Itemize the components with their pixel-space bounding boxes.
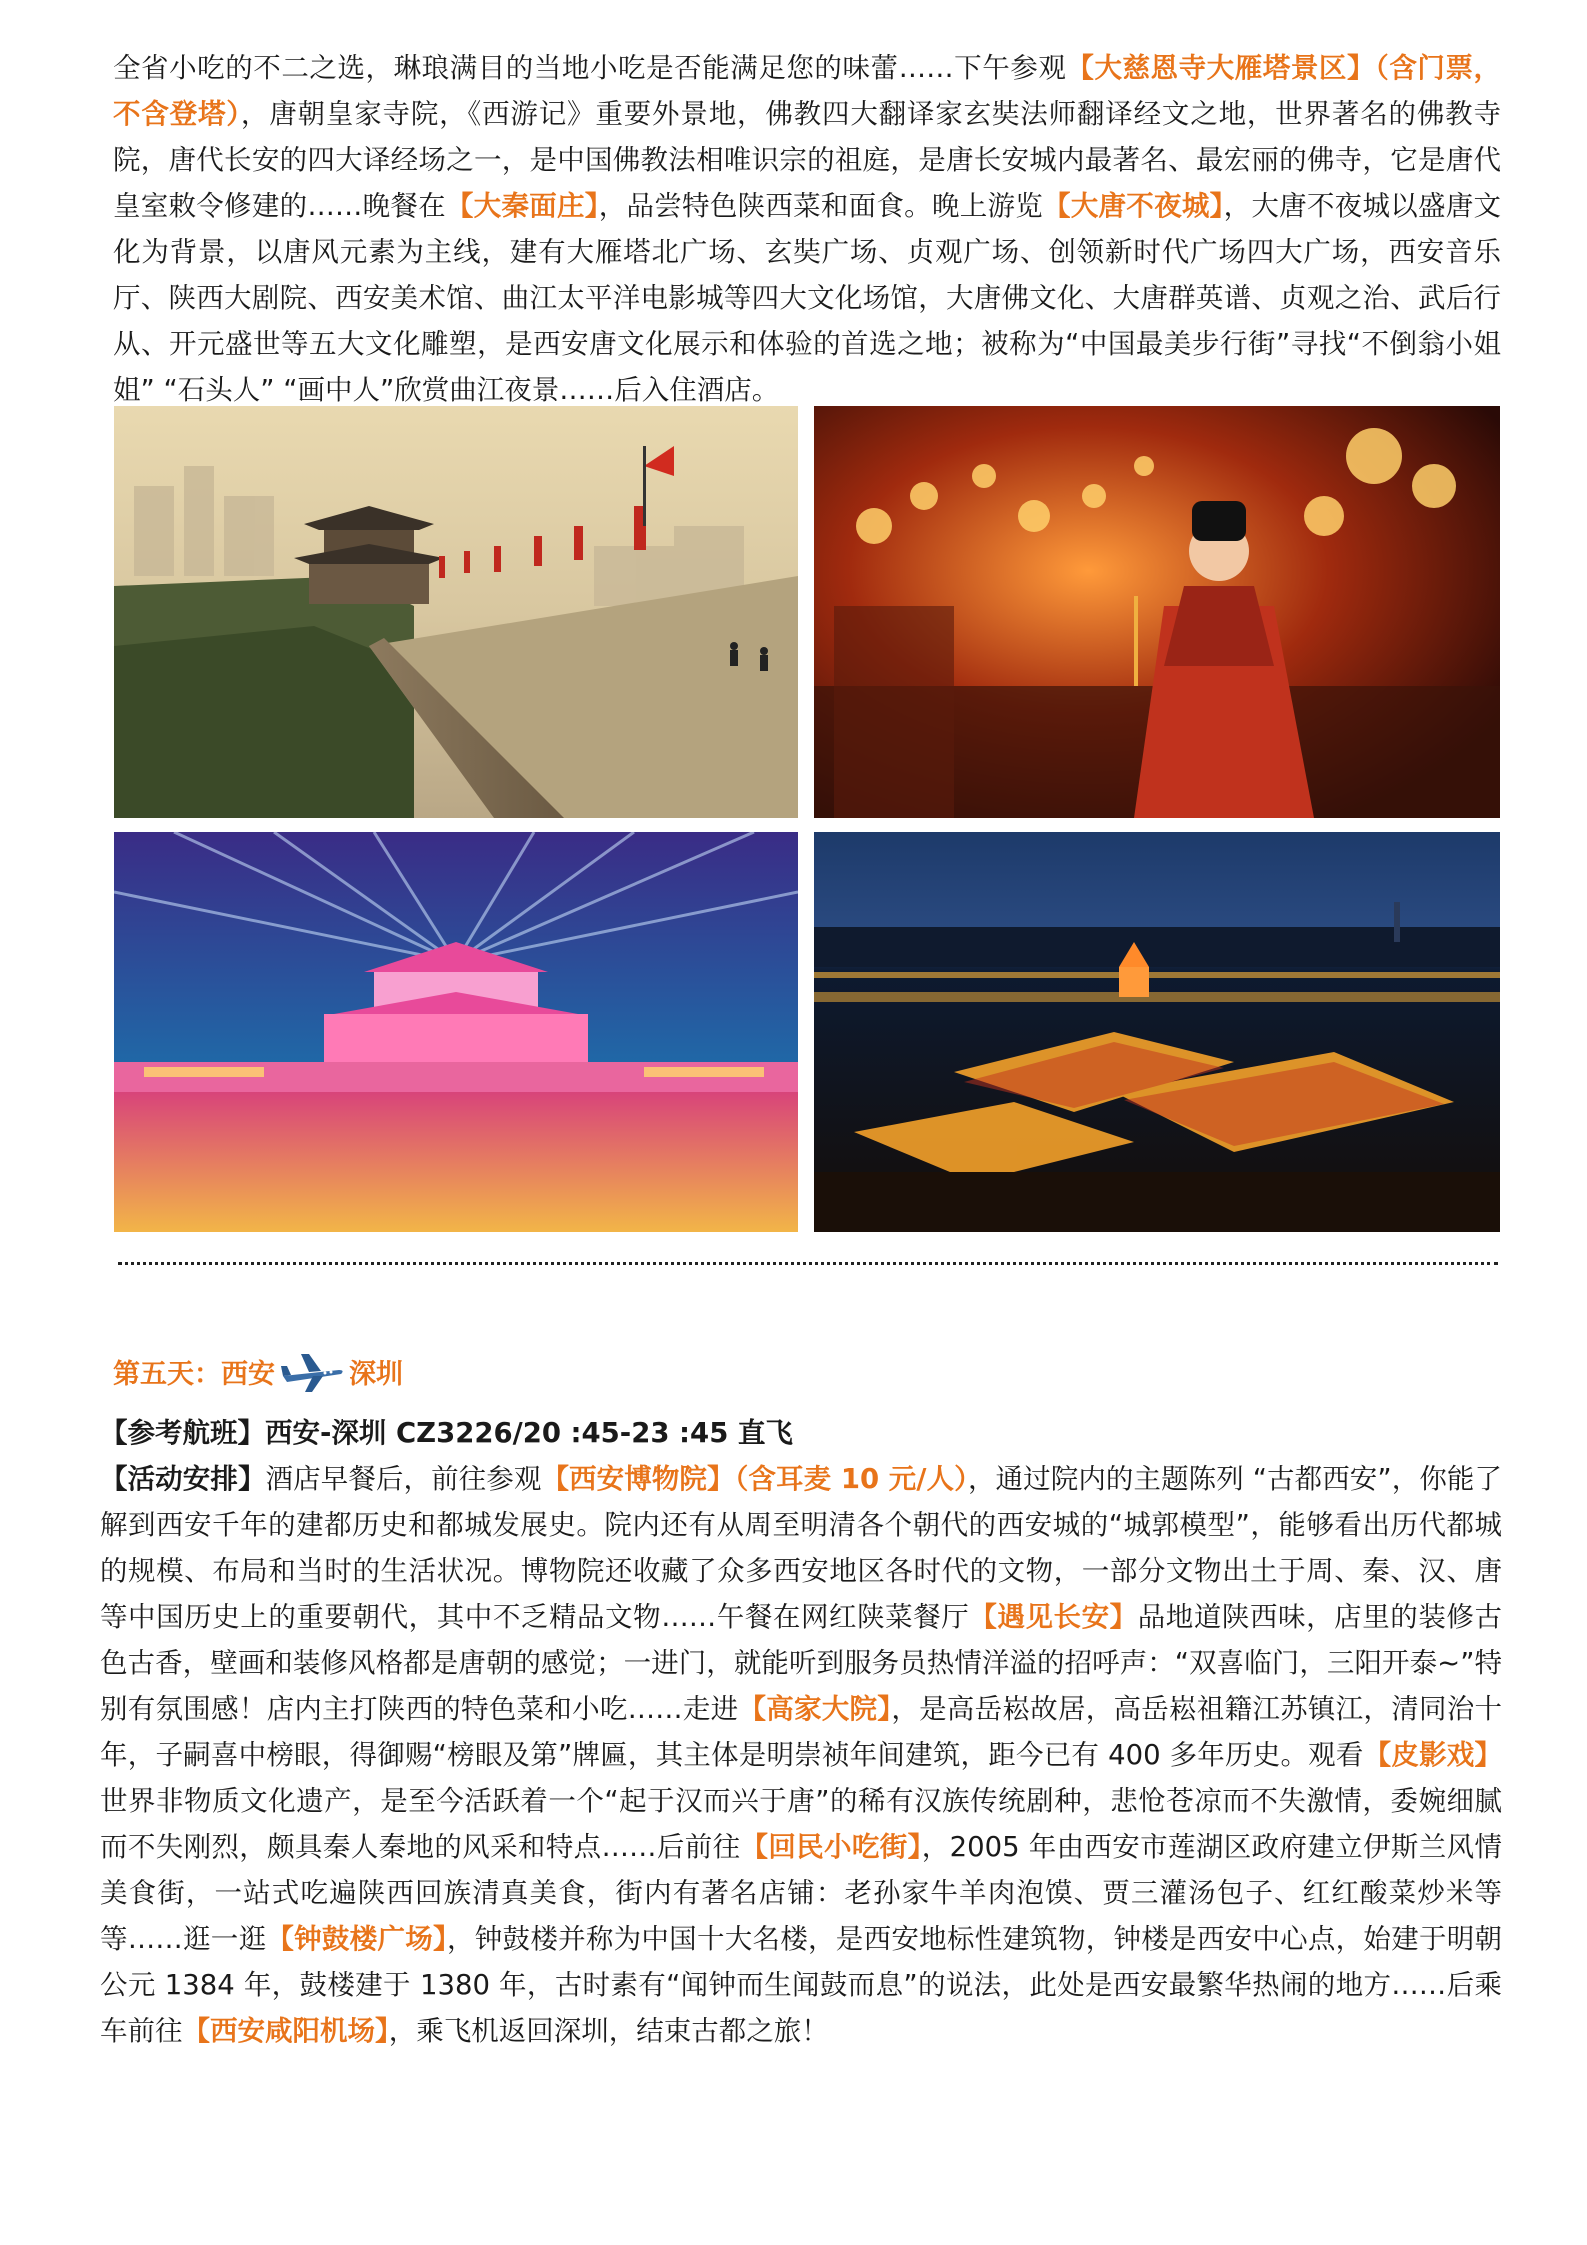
photo-light-show-gate bbox=[114, 832, 798, 1232]
text-segment: ，唐朝皇家寺院，《西游记》重要外景地，佛教四大翻译家玄奘法师翻译经文之地，世界著名的佛教寺院，唐代长安的四大译经场之一，是中国佛教法相唯识宗的祖庭，是唐长安城内最著名、最宏丽的佛寺，它是唐代皇室敕令修建的……晚餐在 bbox=[113, 98, 1502, 222]
photo-aerial-night-city bbox=[814, 832, 1500, 1232]
airplane-icon bbox=[279, 1348, 345, 1394]
highlight-gaojia-dayuan: 【高家大院】 bbox=[738, 1693, 892, 1725]
highlight-daqin-mianzhuang: 【大秦面庄】 bbox=[445, 190, 599, 222]
highlight-dayanta: 【大慈恩寺大雁塔景区】（含门票，不含登塔） bbox=[113, 52, 1501, 130]
text-segment: ，品尝特色陕西菜和面食。晚上游览 bbox=[598, 190, 1044, 222]
dotted-separator bbox=[118, 1262, 1498, 1265]
highlight-xianyang-airport: 【西安咸阳机场】 bbox=[182, 2015, 389, 2047]
highlight-datang-buyecheng: 【大唐不夜城】 bbox=[1043, 190, 1224, 222]
photo-tang-costume-child bbox=[814, 406, 1500, 818]
text-segment: ，是高岳崧故居，高岳崧祖籍江苏镇江，清同治十年，子嗣喜中榜眼，得御赐“榜眼及第”牌匾，其主体是明崇祯年间建筑，距今已有 400 多年历史。观看 bbox=[100, 1693, 1503, 1771]
highlight-yujian-changan: 【遇见长安】 bbox=[969, 1601, 1138, 1633]
highlight-muslim-street: 【回民小吃街】 bbox=[740, 1831, 922, 1863]
flight-label: 【参考航班】 bbox=[100, 1417, 265, 1449]
day4-afternoon-paragraph bbox=[113, 45, 1501, 413]
text-segment: 品地道陕西味，店里的装修古色古香，壁画和装修风格都是唐朝的感觉；一进门，就能听到服务员热情洋溢的招呼声：“双喜临门，三阳开泰~”特别有氛围感！店内主打陕西的特色菜和小吃……走进 bbox=[100, 1601, 1502, 1725]
text-segment: ，大唐不夜城以盛唐文化为背景，以唐风元素为主线，建有大雁塔北广场、玄奘广场、贞观广场、创领新时代广场四大广场，西安音乐厅、陕西大剧院、西安美术馆、曲江太平洋电影城等四大文化场馆，大唐佛文化、大唐群英谱、贞观之治、武后行从、开元盛世等五大文化雕塑，是西安唐文化展示和体验的首选之地；被称为“中国最美步行街”寻找“不倒翁小姐姐” “石头人” “画中人”欣赏曲江夜景……后入住酒店。 bbox=[113, 190, 1502, 406]
flight-line bbox=[100, 1410, 1500, 1456]
text-segment: ，2005 年由西安市莲湖区政府建立伊斯兰风情美食街，一站式吃遍陕西回族清真美食，街内有著名店铺：老孙家牛羊肉泡馍、贾三灌汤包子、红红酸菜炒米等等……逛一逛 bbox=[100, 1831, 1503, 1955]
text-segment: ，通过院内的主题陈列 “古都西安”，你能了解到西安千年的建都历史和都城发展史。院内还有从周至明清各个朝代的西安城的“城郭模型”，能够看出历代都城的规模、布局和当时的生活状况。博物院还收藏了众多西安地区各时代的文物，一部分文物出土于周、秦、汉、唐等中国历史上的重要朝代，其中不乏精品文物……午餐在网红陕菜餐厅 bbox=[100, 1463, 1502, 1633]
day5-activity-paragraph bbox=[100, 1456, 1502, 2054]
text-segment: 酒店早餐后，前往参观 bbox=[265, 1463, 542, 1495]
day5-title-suffix: 深圳 bbox=[349, 1358, 403, 1390]
highlight-xian-museum: 【西安博物院】（含耳麦 10 元/人） bbox=[541, 1463, 968, 1495]
text-segment: ，乘飞机返回深圳，结束古都之旅！ bbox=[388, 2015, 829, 2047]
flight-text: 西安-深圳 CZ3226/20 :45-23 :45 直飞 bbox=[265, 1417, 793, 1449]
day5-title-prefix: 第五天：西安 bbox=[113, 1358, 275, 1390]
highlight-shadow-puppet: 【皮影戏】 bbox=[1363, 1739, 1503, 1771]
text-segment: 世界非物质文化遗产，是至今活跃着一个“起于汉而兴于唐”的稀有汉族传统剧种，悲怆苍凉而不失激情，委婉细腻而不失刚烈，颇具秦人秦地的风采和特点……后前往 bbox=[100, 1785, 1502, 1863]
text-segment: ，钟鼓楼并称为中国十大名楼，是西安地标性建筑物，钟楼是西安中心点，始建于明朝公元 1384 年，鼓楼建于 1380 年，古时素有“闻钟而生闻鼓而息”的说法，此处是西安最繁华热闹的地方……后乘车前往 bbox=[100, 1923, 1503, 2047]
photo-city-wall bbox=[114, 406, 798, 818]
day5-title bbox=[113, 1348, 403, 1394]
activity-label: 【活动安排】 bbox=[100, 1463, 266, 1495]
highlight-bell-drum-tower: 【钟鼓楼广场】 bbox=[266, 1923, 448, 1955]
text-segment: 全省小吃的不二之选，琳琅满目的当地小吃是否能满足您的味蕾……下午参观 bbox=[113, 52, 1067, 84]
